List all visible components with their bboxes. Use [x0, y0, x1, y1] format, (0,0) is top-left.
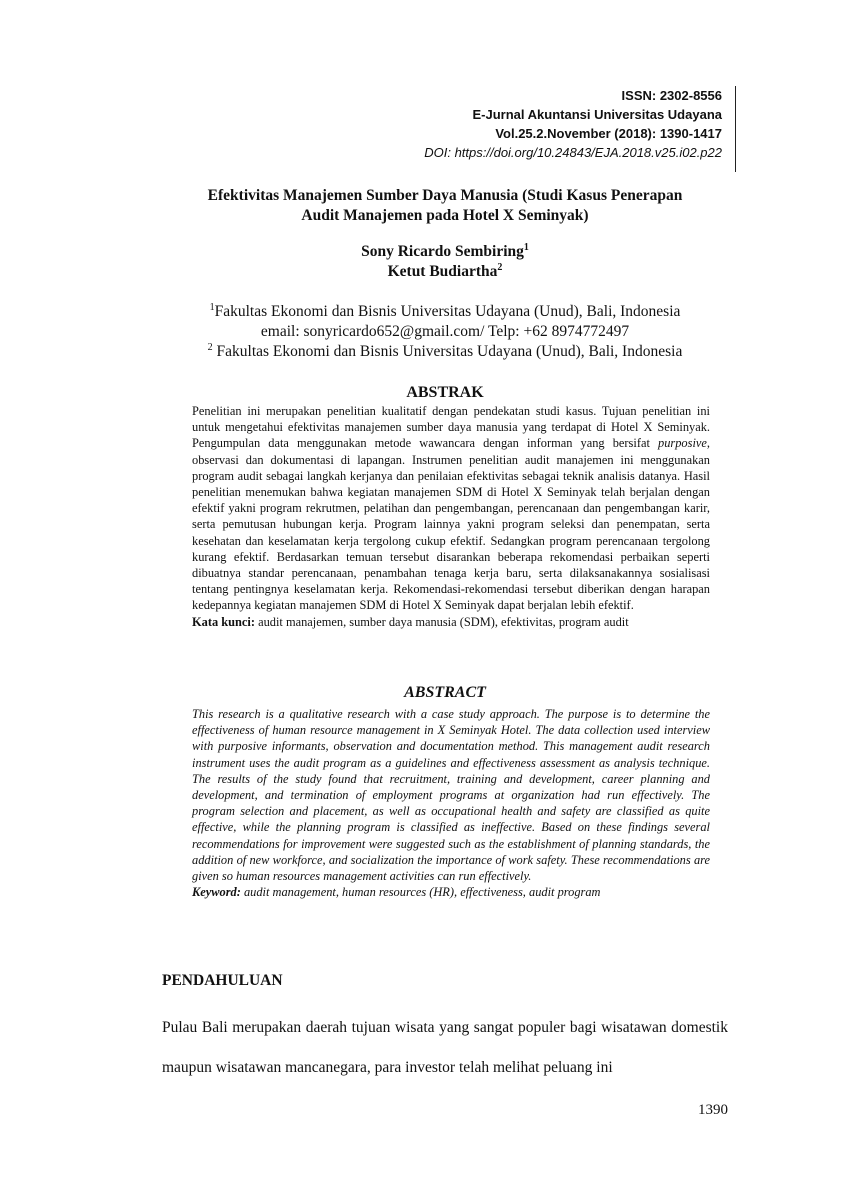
affiliation-1-sup: 1: [209, 301, 215, 313]
affiliation-2-sup: 2: [207, 341, 213, 353]
title-line-1: Efektivitas Manajemen Sumber Daya Manusia (Studi Kasus Penerapan: [207, 187, 683, 204]
header-rule: [735, 86, 736, 172]
abstract-keywords: [192, 884, 710, 900]
abstrak-heading: ABSTRAK: [406, 384, 484, 401]
issn: ISSN: 2302-8556: [621, 88, 722, 103]
author-2: [150, 262, 740, 282]
affiliation-2-text: Fakultas Ekonomi dan Bisnis Universitas Udayana (Unud), Bali, Indonesia: [212, 343, 683, 360]
author-1-sup: 1: [523, 241, 529, 253]
volume-info: Vol.25.2.November (2018): 1390-1417: [495, 126, 722, 141]
author-1-name: Sony Ricardo Sembiring: [361, 243, 524, 260]
author-list: [150, 242, 740, 282]
abstract-keywords-text: audit management, human resources (HR), effectiveness, audit program: [240, 885, 601, 900]
affiliation-1-text: Fakultas Ekonomi dan Bisnis Universitas Udayana (Unud), Bali, Indonesia: [214, 303, 681, 320]
abstrak-keywords: [192, 614, 710, 630]
abstract-text: This research is a qualitative research with a case study approach. The purpose is to determine the effectiveness of human resource management in X Seminyak Hotel. The data collection used interview with purposive informants, observation and documentation method. This management audit research instrument uses the audit program as a guidelines and effectiveness assessment as analysis technique. The results of the study found that recruitment, training and development, career planning and development, and termination of employment programs at organization had run effectively. The program selection and placement, as well as occupational health and safety are classified as quite effective, while the planning program is classified as ineffective. Based on these findings several recommendations for improvement were suggested such as the establishment of planning standards, the addition of new workforce, and socialization the importance of work safety. These recommendations are given so human resources management activities can run effectively.: [192, 707, 710, 884]
abstrak-text-2: , observasi dan dokumentasi di lapangan. Instrumen penelitian audit manajemen ini menggunakan program audit sebagai langkah kerjanya dan penilaian efektivitas sebagai teknik analisis datanya. Hasil penelitian menemukan bahwa kegiatan manajemen SDM di Hotel X Seminyak telah berjalan dengan efektif yakni program rekrutmen, pelatihan dan pengembangan, perencanaan dan pengembangan karir, serta pemutusan hubungan kerja. Program lainnya yakni program seleksi dan penempatan, serta kesehatan dan keselamatan kerja tergolong cukup efektif. Sedangkan program perencanaan tergolong kurang efektif. Berdasarkan temuan tersebut disarankan beberapa rekomendasi perbaikan seperti dibuatnya standar perencanaan, penambahan tenaga kerja baru, serta dilaksanakannya sosialisasi tentang pentingnya keselamatan kerja. Rekomendasi-rekomendasi tersebut diberikan dengan harapan kedepannya kegiatan manajemen SDM di Hotel X Seminyak dapat berjalan lebih efektif.: [192, 436, 710, 613]
abstract-body: [192, 706, 710, 900]
journal-header: [322, 86, 728, 162]
author-email: email: sonyricardo652@gmail.com/ Telp: +62 8974772497: [260, 323, 630, 340]
abstract-keywords-label: Keyword:: [192, 885, 241, 900]
author-1: [150, 242, 740, 262]
author-2-sup: 2: [497, 261, 503, 273]
doi-link[interactable]: DOI: https://doi.org/10.24843/EJA.2018.v25.i02.p22: [424, 145, 722, 160]
author-2-name: Ketut Budiartha: [387, 263, 498, 280]
affiliations: [160, 302, 730, 362]
journal-name: E-Jurnal Akuntansi Universitas Udayana: [472, 107, 722, 122]
abstrak-keywords-text: audit manajemen, sumber daya manusia (SDM), efektivitas, program audit: [255, 614, 629, 629]
affiliation-1: [160, 302, 730, 322]
abstract-heading: ABSTRACT: [404, 684, 486, 701]
page-number: 1390: [698, 1102, 728, 1118]
body-paragraph: Pulau Bali merupakan daerah tujuan wisata yang sangat populer bagi wisatawan domestik maupun wisatawan mancanegara, para investor telah melihat peluang ini: [162, 1019, 728, 1076]
affiliation-2: [160, 342, 730, 362]
abstrak-body: [192, 403, 710, 630]
abstrak-text-italic: purposive: [658, 436, 707, 451]
paper-title: [150, 186, 740, 226]
abstrak-text-1: Penelitian ini merupakan penelitian kualitatif dengan pendekatan studi kasus. Tujuan penelitian ini untuk mengetahui efektivitas manajemen sumber daya manusia yang terdapat di Hotel X Seminyak. Pengumpulan data menggunakan metode wawancara dengan informan yang bersifat: [192, 404, 710, 451]
section-heading: PENDAHULUAN: [162, 972, 283, 989]
title-line-2: Audit Manajemen pada Hotel X Seminyak): [301, 207, 589, 224]
abstrak-keywords-label: Kata kunci:: [192, 614, 255, 629]
